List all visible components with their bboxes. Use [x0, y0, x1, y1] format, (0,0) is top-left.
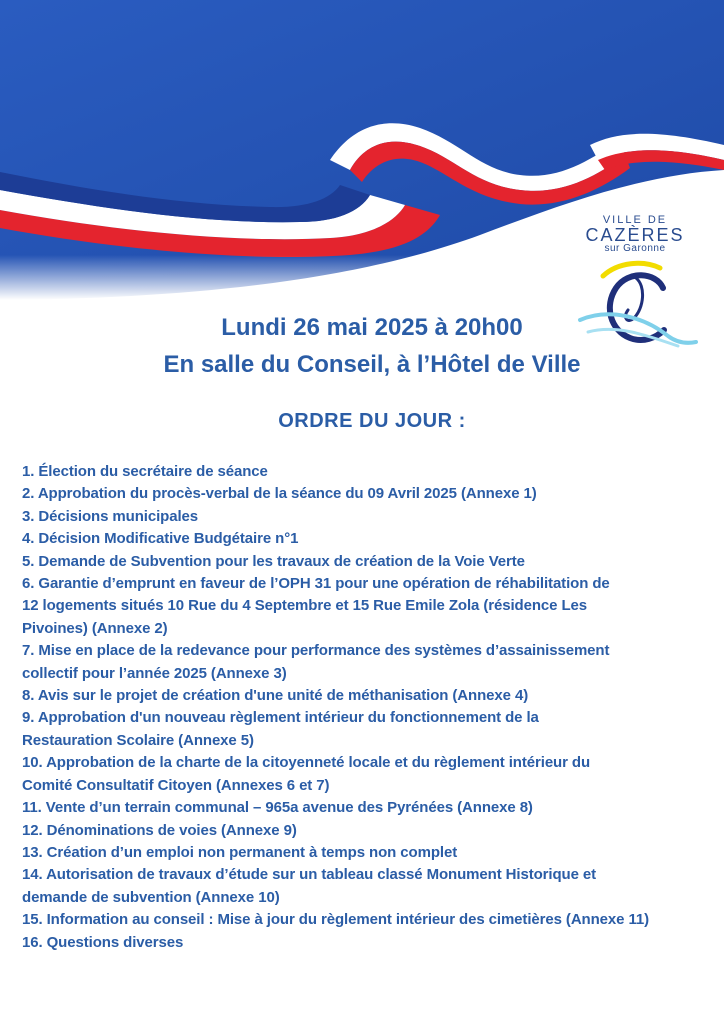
agenda-item: 7. Mise en place de la redevance pour performance des systèmes d’assainissement collectif pour l’année 2025 (Annexe 3): [22, 642, 610, 682]
logo-text-ville-de: VILLE DE: [602, 214, 668, 226]
agenda-item: 13. Création d’un emploi non permanent à temps non complet: [22, 843, 458, 861]
logo-text-subtitle: sur Garonne: [604, 243, 666, 254]
agenda-title: ORDRE DU JOUR :: [278, 410, 466, 432]
agenda-item: 6. Garantie d’emprunt en faveur de l’OPH 31 pour une opération de réhabilitation de 12 logements situés 10 Rue du 4 Septembre et 15 Rue Emile Zola (résidence Les Pivoines) (Annexe 2): [22, 575, 610, 637]
agenda-item: 15. Information au conseil : Mise à jour du règlement intérieur des cimetières (Annexe 11): [22, 911, 650, 929]
agenda-item: 10. Approbation de la charte de la citoyenneté locale et du règlement intérieur du Comité Consultatif Citoyen (Annexes 6 et 7): [22, 754, 591, 794]
agenda-item: 1. Élection du secrétaire de séance: [22, 463, 268, 480]
agenda-item: 3. Décisions municipales: [22, 507, 199, 525]
agenda-item: 12. Dénominations de voies (Annexe 9): [22, 821, 297, 839]
agenda-list: [22, 461, 722, 954]
agenda-item: 5. Demande de Subvention pour les travaux de création de la Voie Verte: [22, 552, 525, 570]
agenda-item: 8. Avis sur le projet de création d'une unité de méthanisation (Annexe 4): [22, 687, 529, 705]
meeting-date: Lundi 26 mai 2025 à 20h00: [221, 314, 523, 341]
agenda-item: 11. Vente d’un terrain communal – 965a avenue des Pyrénées (Annexe 8): [22, 799, 533, 817]
agenda-item: 4. Décision Modificative Budgétaire n°1: [22, 530, 299, 548]
agenda-item: 14. Autorisation de travaux d’étude sur un tableau classé Monument Historique et demande de subvention (Annexe 10): [22, 866, 597, 906]
logo-text-city-name: CAZÈRES: [585, 225, 685, 245]
agenda-item: 2. Approbation du procès-verbal de la séance du 09 Avril 2025 (Annexe 1): [22, 485, 537, 503]
meeting-location: En salle du Conseil, à l’Hôtel de Ville: [163, 351, 581, 378]
agenda-item: 9. Approbation d'un nouveau règlement intérieur du fonctionnement de la Restauration Scolaire (Annexe 5): [22, 709, 539, 749]
agenda-item: 16. Questions diverses: [22, 933, 184, 951]
